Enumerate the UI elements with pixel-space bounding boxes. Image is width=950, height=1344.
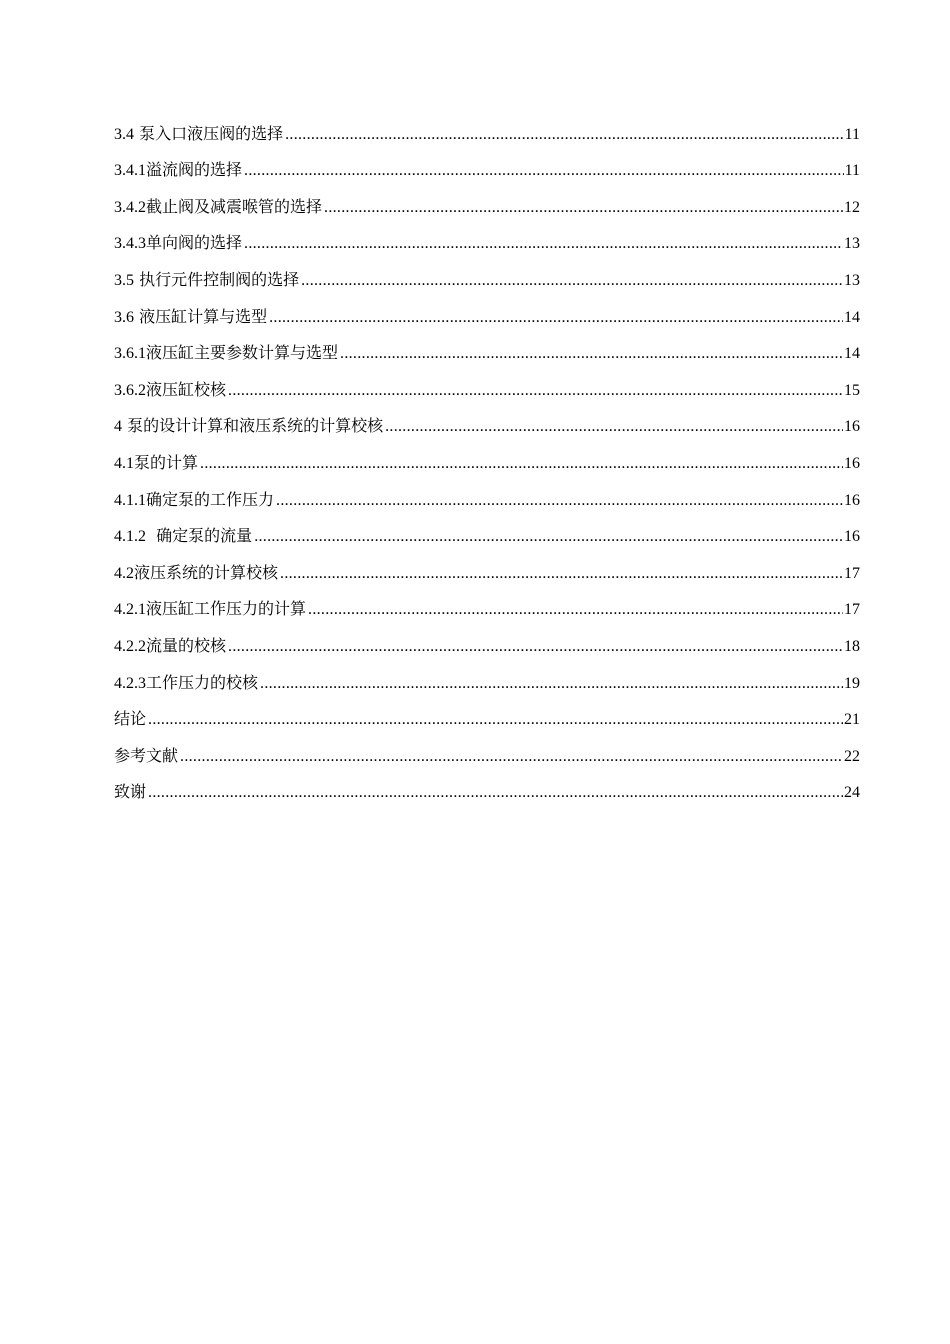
toc-entry-text: 流量的校核 <box>146 635 227 655</box>
toc-entry[interactable] <box>114 547 860 584</box>
toc-entry-page: 12 <box>844 198 860 216</box>
toc-entry-text: 泵入口液压阀的选择 <box>134 123 284 143</box>
toc-entry-page: 13 <box>844 235 860 253</box>
toc-entry[interactable] <box>114 437 860 474</box>
toc-entry-title <box>114 599 307 620</box>
toc-entry-number: 3.6.2 <box>114 381 146 399</box>
toc-entry-text: 液压缸校核 <box>146 379 227 399</box>
toc-entry[interactable] <box>114 620 860 657</box>
toc-leader-dots <box>276 491 843 511</box>
toc-leader-dots <box>285 125 844 145</box>
toc-leader-dots <box>228 381 843 401</box>
toc-entry-page: 16 <box>844 454 860 472</box>
toc-entry[interactable] <box>114 584 860 621</box>
toc-entry-title <box>114 197 323 218</box>
toc-entry-title <box>114 782 147 803</box>
toc-leader-dots <box>280 564 843 584</box>
toc-entry[interactable] <box>114 511 860 548</box>
toc-entry-page: 13 <box>844 271 860 289</box>
toc-leader-dots <box>254 527 843 547</box>
toc-entry-text: 液压缸主要参数计算与选型 <box>146 343 339 363</box>
toc-entry-text: 液压缸计算与选型 <box>134 306 268 326</box>
toc-leader-dots <box>385 417 843 437</box>
toc-entry-title <box>114 636 227 657</box>
toc-entry-page: 14 <box>844 345 860 363</box>
toc-leader-dots <box>148 710 843 730</box>
toc-entry-title <box>114 160 243 181</box>
toc-leader-dots <box>228 637 843 657</box>
toc-entry-page: 11 <box>844 162 860 180</box>
toc-entry-number: 3.6.1 <box>114 345 146 363</box>
toc-leader-dots <box>180 747 843 767</box>
toc-entry-title <box>114 709 147 730</box>
toc-leader-dots <box>340 344 843 364</box>
toc-entry-text: 液压系统的计算校核 <box>134 562 279 582</box>
toc-entry[interactable] <box>114 694 860 731</box>
toc-entry[interactable] <box>114 291 860 328</box>
toc-entry-page: 11 <box>844 125 860 143</box>
toc-entry-page: 14 <box>844 308 860 326</box>
toc-leader-dots <box>148 783 843 803</box>
toc-entry-number: 3.4.3 <box>114 235 146 253</box>
toc-entry[interactable] <box>114 328 860 365</box>
toc-leader-dots <box>200 454 843 474</box>
toc-entry-number: 3.5 <box>114 271 134 289</box>
toc-entry-page: 22 <box>844 747 860 765</box>
toc-entry-page: 16 <box>844 491 860 509</box>
toc-entry-number: 4 <box>114 418 122 436</box>
toc-leader-dots <box>260 674 843 694</box>
toc-entry-number: 3.4 <box>114 125 134 143</box>
toc-entry-text: 确定泵的流量 <box>146 526 253 546</box>
toc-entry-title <box>114 270 300 291</box>
toc-entry-text: 工作压力的校核 <box>146 672 259 692</box>
toc-entry[interactable] <box>114 145 860 182</box>
toc-entry[interactable] <box>114 767 860 804</box>
toc-entry-text: 单向阀的选择 <box>146 233 243 253</box>
toc-leader-dots <box>308 600 843 620</box>
toc-entry-page: 15 <box>844 381 860 399</box>
toc-entry-title <box>114 233 243 254</box>
toc-entry-number: 4.2.3 <box>114 674 146 692</box>
toc-entry-title <box>114 380 227 401</box>
table-of-contents <box>114 108 860 803</box>
toc-entry-number: 3.4.1 <box>114 162 146 180</box>
toc-entry-title <box>114 416 384 437</box>
toc-entry-page: 16 <box>844 528 860 546</box>
toc-leader-dots <box>244 161 844 181</box>
toc-entry-number: 4.2 <box>114 564 134 582</box>
toc-entry-page: 17 <box>844 601 860 619</box>
toc-entry-text: 泵的计算 <box>134 452 199 472</box>
toc-leader-dots <box>244 234 843 254</box>
toc-entry-text: 参考文献 <box>114 745 179 765</box>
toc-entry-number: 3.6 <box>114 308 134 326</box>
toc-entry-number: 4.1.2 <box>114 528 146 546</box>
toc-entry-text: 泵的设计计算和液压系统的计算校核 <box>122 416 384 436</box>
toc-entry-text: 液压缸工作压力的计算 <box>146 599 307 619</box>
toc-entry[interactable] <box>114 657 860 694</box>
toc-entry[interactable] <box>114 181 860 218</box>
toc-entry-page: 21 <box>844 711 860 729</box>
toc-entry[interactable] <box>114 401 860 438</box>
toc-entry-title <box>114 490 275 511</box>
toc-entry-title <box>114 124 284 145</box>
toc-entry-title <box>114 526 253 547</box>
toc-entry[interactable] <box>114 364 860 401</box>
toc-entry-text: 溢流阀的选择 <box>146 160 243 180</box>
toc-entry-page: 18 <box>844 637 860 655</box>
toc-entry[interactable] <box>114 254 860 291</box>
toc-entry-text: 确定泵的工作压力 <box>146 489 275 509</box>
toc-entry-text: 执行元件控制阀的选择 <box>134 269 300 289</box>
toc-entry-title <box>114 343 339 364</box>
toc-entry[interactable] <box>114 218 860 255</box>
toc-entry-text: 截止阀及减震喉管的选择 <box>146 196 323 216</box>
toc-entry-number: 4.1.1 <box>114 491 146 509</box>
toc-entry-title <box>114 453 199 474</box>
toc-entry-text: 致谢 <box>114 782 147 802</box>
toc-entry-page: 19 <box>844 674 860 692</box>
toc-entry[interactable] <box>114 730 860 767</box>
toc-entry-page: 16 <box>844 418 860 436</box>
toc-entry-title <box>114 746 179 767</box>
toc-entry-title <box>114 563 279 584</box>
toc-entry-number: 4.2.1 <box>114 601 146 619</box>
toc-entry-title <box>114 673 259 694</box>
toc-leader-dots <box>269 308 843 328</box>
toc-entry-number: 4.1 <box>114 454 134 472</box>
toc-entry[interactable] <box>114 108 860 145</box>
toc-leader-dots <box>301 271 843 291</box>
toc-entry[interactable] <box>114 474 860 511</box>
toc-entry-page: 17 <box>844 564 860 582</box>
toc-entry-number: 4.2.2 <box>114 637 146 655</box>
toc-leader-dots <box>324 198 843 218</box>
toc-entry-page: 24 <box>844 784 860 802</box>
toc-entry-number: 3.4.2 <box>114 198 146 216</box>
toc-entry-title <box>114 307 268 328</box>
toc-entry-text: 结论 <box>114 709 147 729</box>
